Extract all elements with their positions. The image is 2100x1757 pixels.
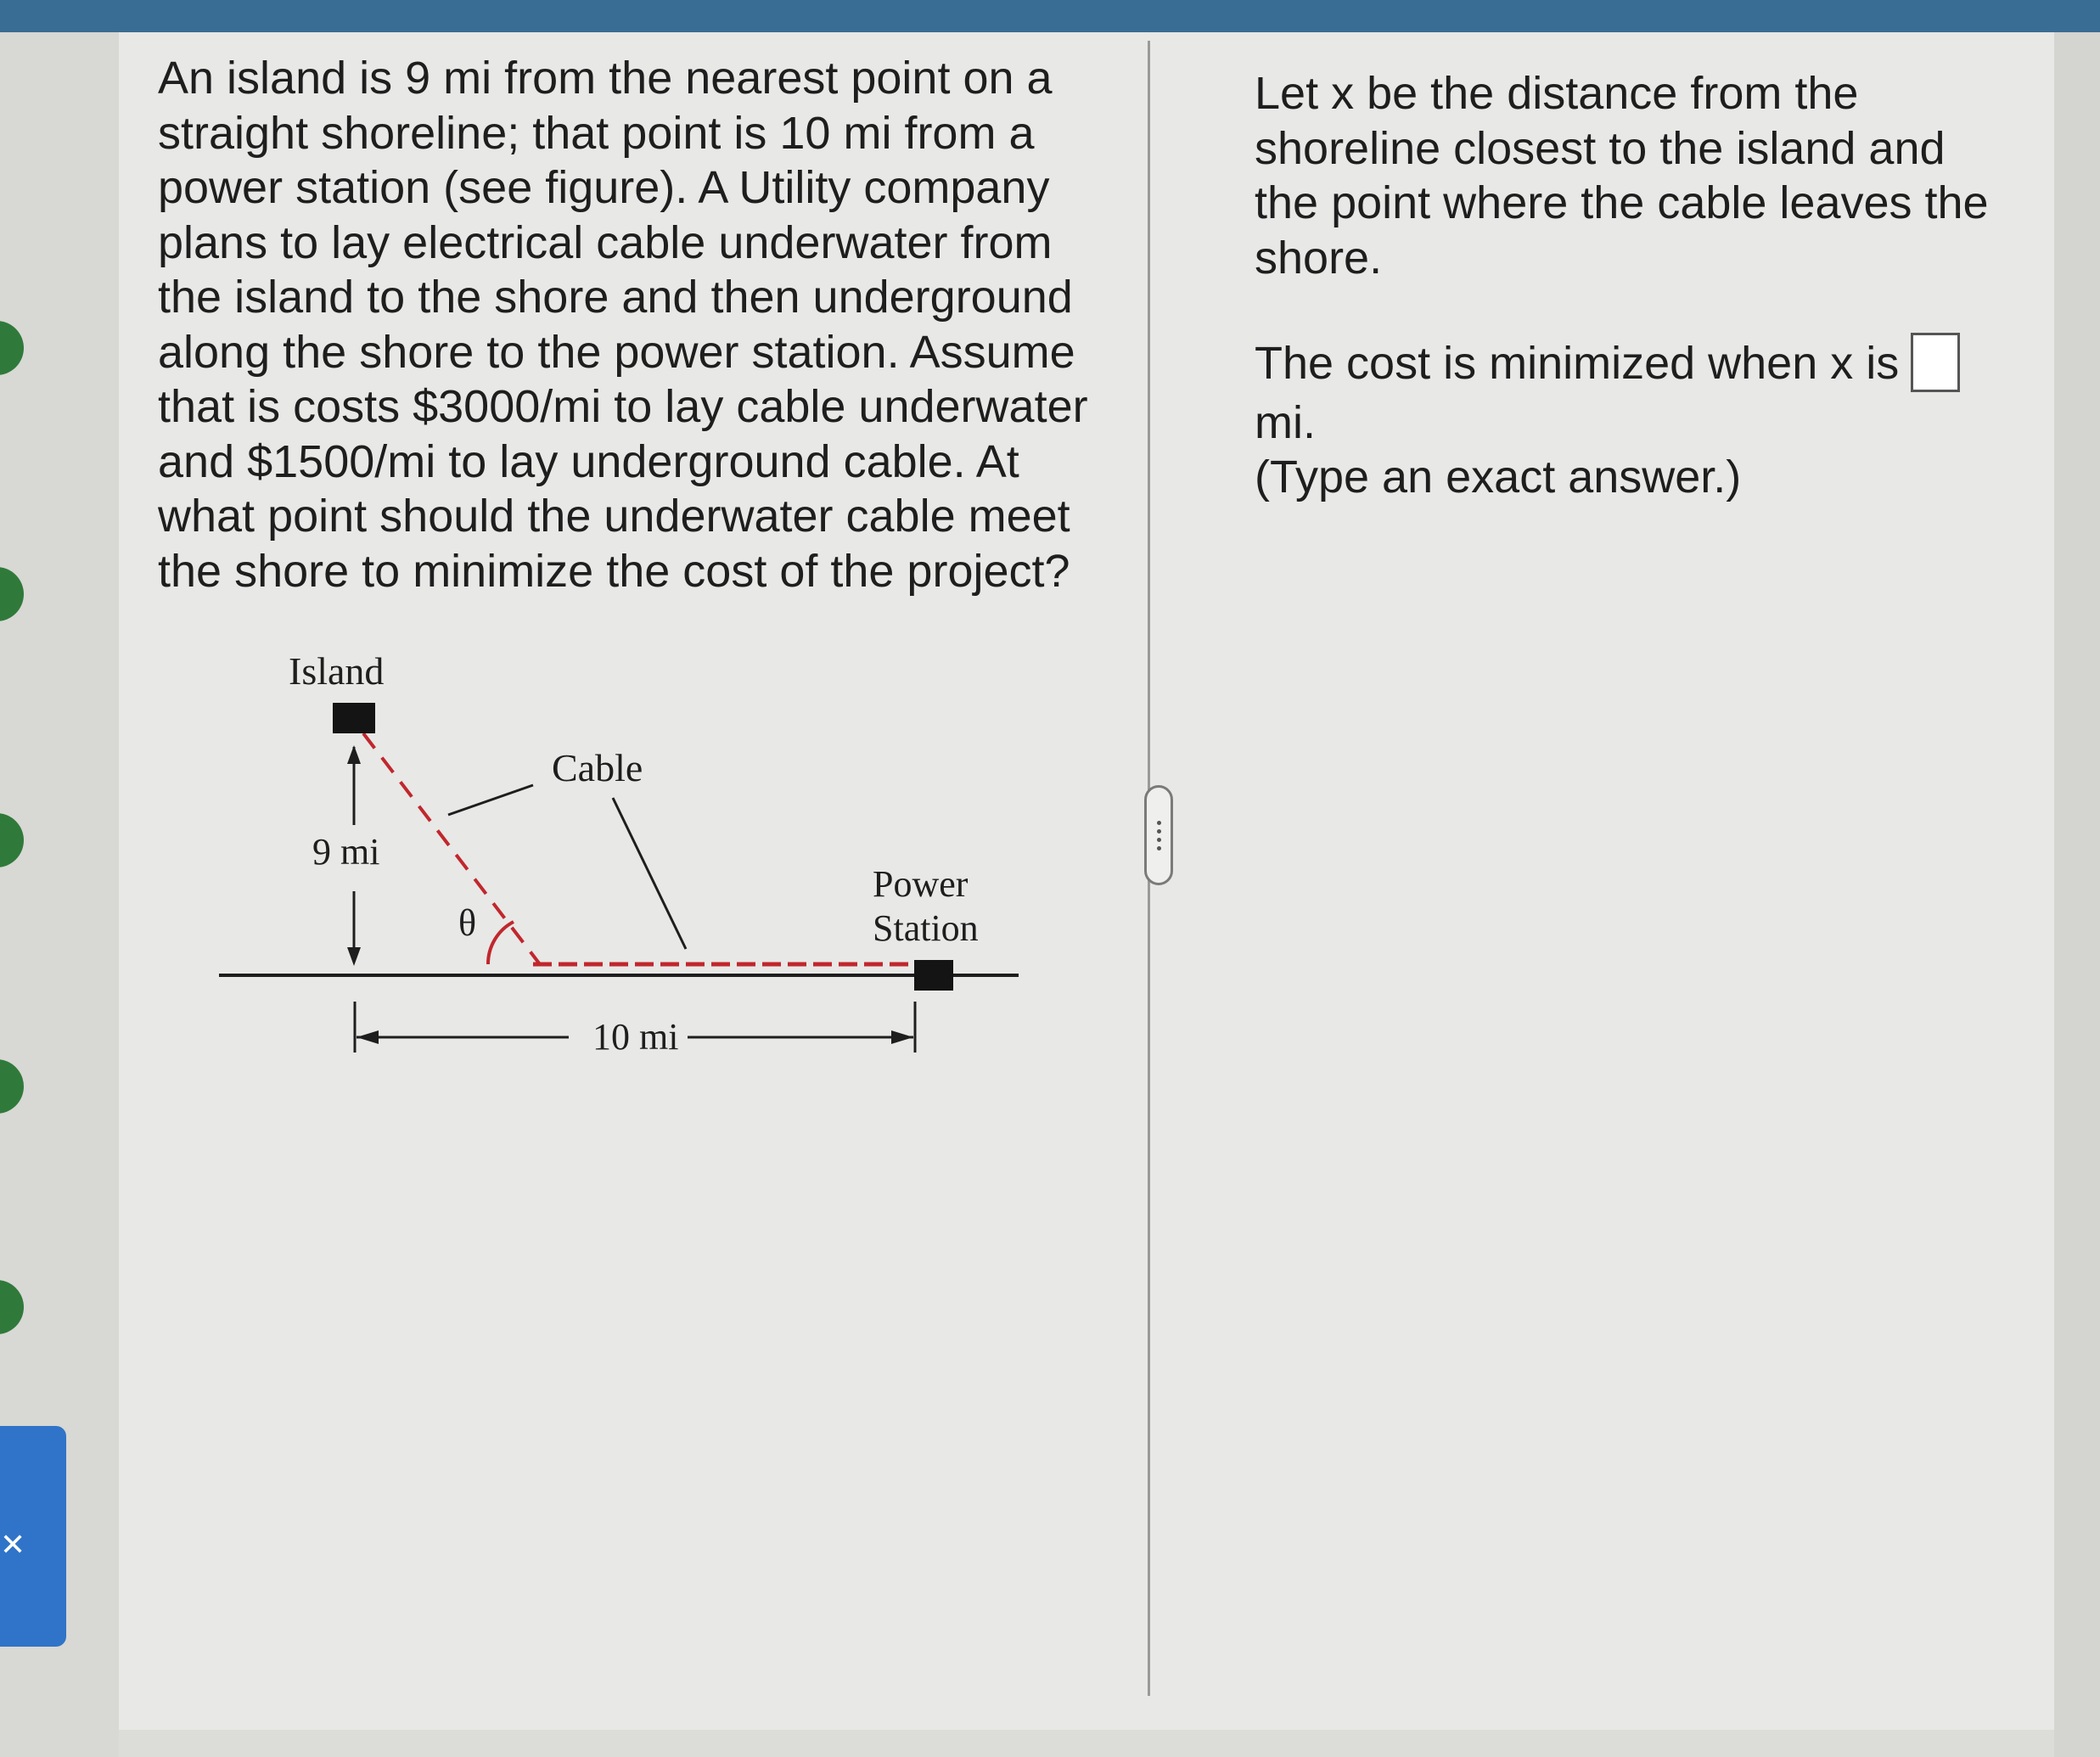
problem-statement: An island is 9 mi from the nearest point on a straight shoreline; that point is 10 mi from a power station (see figure). A Utility company plans to lay electrical cable underwater from the island to the shore and then underground along the shore to the power station. Assume that is costs $3000/mi to lay cable underwater and $1500/mi to lay underground cable. At what point should the underwater cable meet the shore to minimize the cost of the project?	[158, 53, 1088, 597]
theta-angle-arc	[488, 922, 514, 964]
cable-leader-line-1	[448, 785, 533, 815]
close-icon[interactable]: ✕	[0, 1527, 26, 1562]
cable-label: Cable	[552, 746, 643, 789]
power-label-line-2: Station	[873, 907, 979, 949]
power-station-marker	[914, 960, 953, 991]
cable-leader-line-2	[613, 798, 686, 949]
vertical-distance-label: 9 mi	[312, 831, 380, 873]
arrow-up-icon	[347, 745, 361, 764]
horizontal-distance-label: 10 mi	[592, 1016, 679, 1058]
arrow-right-icon	[891, 1030, 913, 1044]
underwater-cable-dashed	[363, 733, 540, 964]
instruction-text: Let x be the distance from the shoreline closest to the island and the point where the cable leaves the shore.	[1255, 68, 1989, 283]
island-marker	[333, 703, 375, 733]
island-label: Island	[289, 649, 385, 693]
answer-units: mi.	[1255, 396, 1316, 448]
answer-input[interactable]	[1911, 333, 1960, 392]
power-label-line-1: Power	[873, 863, 969, 905]
answer-pane	[1255, 66, 2002, 504]
arrow-down-icon	[347, 947, 361, 966]
answer-prompt: The cost is minimized when x is	[1255, 338, 1900, 389]
more-dots-icon[interactable]	[1144, 785, 1173, 885]
theta-label: θ	[458, 902, 477, 944]
answer-prompt-line	[1255, 336, 2002, 392]
arrow-left-icon	[357, 1030, 379, 1044]
answer-hint: (Type an exact answer.)	[1255, 451, 1742, 502]
